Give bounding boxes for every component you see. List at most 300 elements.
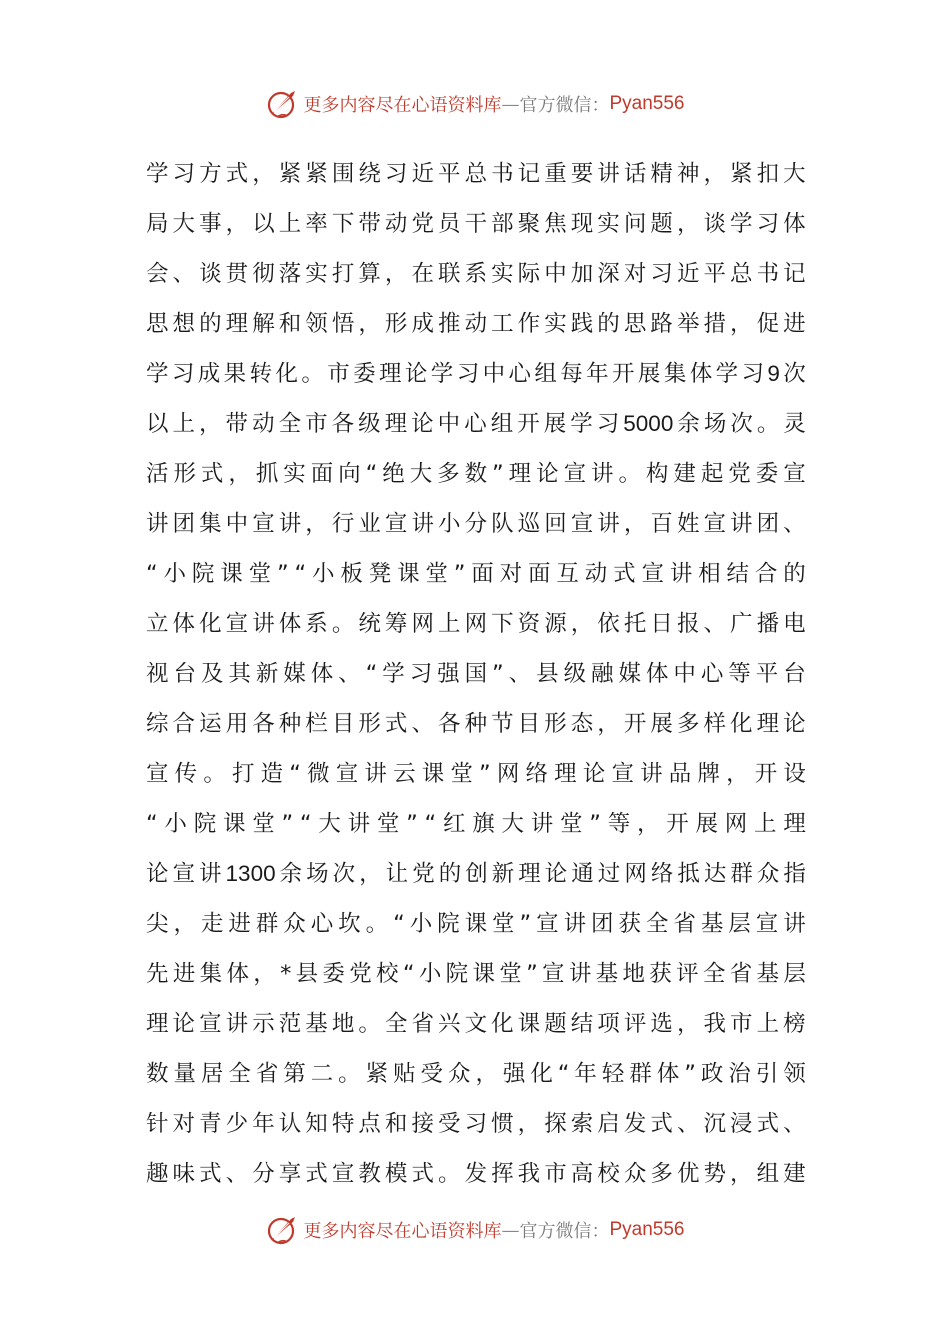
- body-glyph: 榜: [783, 1011, 806, 1037]
- body-glyph: 众: [283, 911, 306, 937]
- body-glyph: 、: [676, 1111, 700, 1137]
- body-glyph: 数: [464, 461, 488, 487]
- body-glyph: 过: [597, 861, 621, 887]
- body-glyph: 相: [698, 561, 721, 587]
- body-glyph: 媒: [618, 661, 641, 687]
- body-glyph: 动: [464, 311, 488, 337]
- body-glyph: 百: [650, 511, 673, 537]
- body-glyph: “: [557, 1061, 570, 1087]
- body-glyph: 宣: [755, 911, 779, 937]
- body-glyph: 省: [729, 961, 753, 987]
- wechat-id: Pyan556: [609, 93, 685, 114]
- body-glyph: 牌: [697, 761, 720, 787]
- body-glyph: 走: [200, 911, 224, 937]
- body-glyph: 体: [310, 661, 334, 687]
- body-glyph: 1300: [225, 861, 276, 886]
- body-glyph: 样: [703, 711, 726, 737]
- body-glyph: 转: [249, 361, 273, 387]
- body-glyph: 贴: [393, 1061, 416, 1087]
- body-glyph: 达: [703, 861, 727, 887]
- body-glyph: 味: [172, 1161, 196, 1187]
- body-line: [146, 749, 806, 799]
- body-glyph: 思: [623, 311, 647, 337]
- body-glyph: 创: [465, 861, 488, 887]
- body-glyph: 彻: [252, 261, 275, 287]
- body-glyph: 心: [310, 911, 334, 937]
- body-glyph: 校: [376, 961, 399, 987]
- body-glyph: 论: [411, 411, 434, 437]
- body-glyph: 余: [677, 411, 700, 437]
- body-glyph: 加: [570, 261, 594, 287]
- body-glyph: 动: [584, 561, 608, 587]
- body-glyph: 论: [146, 861, 169, 887]
- body-glyph: 网: [411, 611, 434, 637]
- body-glyph: 学: [146, 361, 169, 387]
- body-glyph: 讲: [640, 761, 663, 787]
- body-glyph: 开: [754, 761, 778, 787]
- header-banner: [0, 84, 950, 124]
- body-glyph: 式: [199, 1161, 222, 1187]
- body-glyph: 论: [404, 361, 428, 387]
- body-glyph: ，: [623, 511, 647, 537]
- body-glyph: 。: [618, 461, 641, 487]
- body-line: [146, 549, 806, 599]
- banner-text: 更多内容尽在心语资料库: [303, 1221, 502, 1242]
- body-glyph: 指: [783, 861, 806, 887]
- body-glyph: 绕: [358, 161, 381, 187]
- body-glyph: 轻: [601, 1061, 625, 1087]
- body-glyph: 聚: [517, 211, 541, 237]
- banner-label: 官方微信：: [519, 95, 610, 116]
- body-glyph: 学: [146, 161, 169, 187]
- body-line: [146, 349, 806, 399]
- body-glyph: ”: [492, 661, 504, 687]
- body-glyph: 范: [278, 1011, 302, 1037]
- body-glyph: 落: [278, 261, 302, 287]
- body-glyph: 视: [146, 661, 169, 687]
- body-glyph: 化: [199, 611, 222, 637]
- body-glyph: 式: [650, 1111, 673, 1137]
- body-glyph: 启: [597, 1111, 620, 1137]
- body-glyph: 宣: [199, 1011, 222, 1037]
- body-glyph: 获: [649, 961, 672, 987]
- quill-logo-icon: [265, 87, 299, 121]
- body-glyph: 和: [278, 311, 302, 337]
- body-glyph: 上: [754, 811, 777, 837]
- body-glyph: 全: [645, 911, 669, 937]
- body-glyph: 云: [393, 761, 416, 787]
- body-glyph: 建: [783, 1161, 806, 1187]
- body-glyph: 成: [411, 311, 434, 337]
- body-glyph: 系: [464, 261, 488, 287]
- body-glyph: 优: [676, 1161, 700, 1187]
- body-glyph: 中: [544, 261, 567, 287]
- body-glyph: 习: [596, 411, 620, 437]
- body-glyph: 委: [353, 361, 376, 387]
- body-glyph: 形: [544, 711, 567, 737]
- body-glyph: 台: [173, 661, 196, 687]
- body-glyph: 讲: [783, 911, 806, 937]
- body-glyph: 际: [517, 261, 541, 287]
- body-glyph: 实: [597, 211, 620, 237]
- body-glyph: ，: [225, 211, 249, 237]
- body-glyph: ，: [359, 861, 382, 887]
- body-glyph: *: [280, 961, 292, 987]
- body-glyph: 实: [283, 461, 306, 487]
- body-glyph: 讲: [530, 811, 554, 837]
- body-glyph: 党: [412, 861, 435, 887]
- body-line: [146, 849, 806, 899]
- body-glyph: 作: [517, 311, 541, 337]
- body-glyph: 进: [172, 961, 196, 987]
- body-glyph: 发: [623, 1111, 647, 1137]
- body-glyph: 围: [331, 161, 355, 187]
- body-glyph: 对: [172, 1111, 196, 1137]
- body-glyph: 互: [556, 561, 579, 587]
- body-glyph: 地: [622, 961, 645, 987]
- body-glyph: ，: [173, 911, 196, 937]
- body-glyph: 小: [163, 561, 187, 587]
- body-glyph: 课: [421, 761, 445, 787]
- body-glyph: 众: [623, 1161, 647, 1187]
- body-glyph: 事: [199, 211, 222, 237]
- body-glyph: 抓: [255, 461, 279, 487]
- body-glyph: 神: [676, 161, 700, 187]
- body-glyph: 工: [491, 311, 514, 337]
- body-glyph: 种: [278, 711, 302, 737]
- body-glyph: 心: [700, 661, 724, 687]
- body-line: [146, 949, 806, 999]
- body-glyph: 接: [411, 1111, 434, 1137]
- body-glyph: 余: [279, 861, 303, 887]
- body-glyph: 论: [172, 1011, 196, 1037]
- body-glyph: 式: [200, 461, 224, 487]
- body-glyph: 众: [447, 1061, 471, 1087]
- document-body: [146, 149, 806, 1199]
- body-glyph: 年: [252, 1111, 275, 1137]
- body-glyph: 院: [193, 811, 217, 837]
- body-glyph: 论: [544, 861, 568, 887]
- body-glyph: 。: [438, 1161, 461, 1187]
- body-glyph: 讲: [278, 511, 302, 537]
- body-glyph: 对: [499, 561, 523, 587]
- body-glyph: 宣: [384, 511, 408, 537]
- body-glyph: 评: [676, 961, 699, 987]
- body-glyph: 讲: [364, 761, 387, 787]
- body-glyph: 近: [411, 161, 434, 187]
- body-glyph: 领: [305, 311, 328, 337]
- body-glyph: 态: [570, 711, 594, 737]
- body-glyph: 系: [305, 611, 328, 637]
- body-glyph: 知: [305, 1111, 328, 1137]
- body-glyph: ”: [589, 811, 601, 837]
- body-glyph: 场: [703, 411, 727, 437]
- body-glyph: 团: [591, 911, 614, 937]
- body-line: [146, 399, 806, 449]
- body-glyph: 小: [164, 811, 187, 837]
- body-glyph: 建: [673, 461, 696, 487]
- body-line: [146, 799, 806, 849]
- body-glyph: 院: [445, 961, 469, 987]
- body-glyph: 、: [783, 511, 806, 537]
- body-glyph: 堂: [560, 811, 583, 837]
- body-glyph: 强: [437, 661, 460, 687]
- body-glyph: 组: [534, 361, 557, 387]
- body-glyph: 。: [358, 1011, 381, 1037]
- body-glyph: 认: [278, 1111, 302, 1137]
- body-glyph: 示: [252, 1011, 275, 1037]
- body-glyph: 体: [689, 361, 713, 387]
- body-glyph: 体: [656, 1061, 680, 1087]
- body-glyph: ，: [570, 611, 594, 637]
- body-glyph: 部: [491, 211, 514, 237]
- body-glyph: 讲: [597, 511, 620, 537]
- body-glyph: 势: [703, 1161, 726, 1187]
- body-glyph: ，: [305, 511, 328, 537]
- body-glyph: 下: [491, 611, 514, 637]
- body-glyph: 全: [702, 961, 726, 987]
- body-glyph: 旗: [472, 811, 495, 837]
- body-glyph: 讲: [146, 511, 169, 537]
- body-glyph: 居: [200, 1061, 224, 1087]
- body-glyph: 宣: [225, 611, 249, 637]
- body-glyph: 年: [574, 1061, 597, 1087]
- body-glyph: 论: [582, 761, 606, 787]
- body-glyph: 多: [676, 711, 700, 737]
- body-glyph: 、: [338, 661, 361, 687]
- body-glyph: 群: [730, 861, 753, 887]
- body-glyph: 文: [464, 1011, 488, 1037]
- body-glyph: 动: [384, 211, 408, 237]
- body-glyph: 9: [767, 361, 780, 386]
- body-glyph: 索: [570, 1111, 594, 1137]
- wechat-id: Pyan556: [609, 1219, 685, 1240]
- body-glyph: 实: [491, 261, 514, 287]
- body-glyph: 合: [172, 711, 196, 737]
- body-glyph: 习: [456, 361, 480, 387]
- body-glyph: ，: [252, 161, 275, 187]
- body-glyph: 市: [327, 361, 350, 387]
- body-glyph: 全: [228, 1061, 251, 1087]
- body-glyph: 以: [252, 211, 275, 237]
- body-glyph: 统: [358, 611, 381, 637]
- body-glyph: 讲: [669, 561, 693, 587]
- body-glyph: 话: [623, 161, 647, 187]
- body-glyph: 。: [331, 611, 355, 637]
- body-glyph: 面: [310, 461, 334, 487]
- body-line: [146, 1099, 806, 1149]
- body-glyph: 分: [252, 1161, 275, 1187]
- body-glyph: 体: [783, 211, 806, 237]
- body-glyph: 5000: [623, 411, 674, 436]
- body-glyph: 运: [199, 711, 222, 737]
- body-glyph: 讲: [411, 511, 434, 537]
- body-glyph: 理: [379, 361, 402, 387]
- body-glyph: 项: [597, 1011, 620, 1037]
- body-glyph: 、: [703, 611, 726, 637]
- body-glyph: ，: [597, 711, 620, 737]
- body-glyph: 获: [618, 911, 641, 937]
- body-line: [146, 1149, 806, 1199]
- body-glyph: ，: [199, 411, 222, 437]
- body-glyph: 讲: [568, 961, 592, 987]
- body-glyph: 实: [305, 261, 328, 287]
- body-glyph: ，: [358, 311, 381, 337]
- body-glyph: 开: [612, 361, 635, 387]
- body-glyph: 习: [650, 261, 673, 287]
- body-glyph: 措: [703, 311, 726, 337]
- body-glyph: ，: [253, 961, 276, 987]
- body-glyph: 开: [666, 811, 689, 837]
- body-glyph: 。: [301, 361, 324, 387]
- body-glyph: 论: [783, 711, 806, 737]
- body-glyph: 目: [331, 711, 355, 737]
- body-glyph: 层: [728, 911, 751, 937]
- body-glyph: 。: [756, 411, 780, 437]
- body-glyph: 小: [418, 961, 442, 987]
- body-glyph: 化: [491, 1011, 514, 1037]
- body-glyph: 让: [385, 861, 409, 887]
- body-glyph: 总: [730, 261, 753, 287]
- body-glyph: 平: [438, 161, 461, 187]
- body-glyph: 基: [756, 961, 780, 987]
- body-glyph: 融: [591, 661, 614, 687]
- body-glyph: 全: [384, 1011, 408, 1037]
- body-glyph: 紧: [278, 161, 302, 187]
- body-glyph: 我: [703, 1011, 726, 1037]
- body-glyph: 会: [146, 261, 169, 287]
- body-glyph: 以: [146, 411, 169, 437]
- body-glyph: 分: [464, 511, 488, 537]
- body-glyph: 紧: [305, 161, 328, 187]
- body-line: [146, 699, 806, 749]
- body-glyph: “: [289, 761, 301, 787]
- body-glyph: 强: [502, 1061, 526, 1087]
- body-line: [146, 599, 806, 649]
- body-glyph: 其: [228, 661, 251, 687]
- body-glyph: 挥: [491, 1161, 514, 1187]
- body-glyph: 板: [340, 561, 363, 587]
- body-glyph: 总: [464, 161, 488, 187]
- body-glyph: 栏: [305, 711, 328, 737]
- body-glyph: 实: [544, 311, 567, 337]
- body-glyph: 级: [358, 411, 381, 437]
- body-glyph: ，: [726, 761, 749, 787]
- body-glyph: 促: [756, 311, 780, 337]
- body-glyph: 员: [438, 211, 461, 237]
- body-glyph: 播: [756, 611, 780, 637]
- body-glyph: 干: [464, 211, 488, 237]
- body-glyph: 记: [517, 161, 541, 187]
- body-glyph: “: [146, 561, 158, 587]
- body-glyph: 评: [623, 1011, 647, 1037]
- body-glyph: 各: [438, 711, 461, 737]
- body-glyph: 宣: [542, 961, 565, 987]
- body-glyph: 堂: [425, 561, 448, 587]
- body-glyph: 心: [464, 411, 487, 437]
- body-glyph: 立: [146, 611, 169, 637]
- body-glyph: 宣: [641, 561, 664, 587]
- body-glyph: 全: [278, 411, 302, 437]
- body-glyph: ”: [519, 911, 532, 937]
- body-glyph: 托: [623, 611, 647, 637]
- body-glyph: ”: [406, 811, 418, 837]
- body-glyph: ”: [281, 811, 294, 837]
- body-glyph: 数: [146, 1061, 169, 1087]
- body-glyph: 沉: [703, 1111, 726, 1137]
- body-glyph: 解: [252, 311, 275, 337]
- body-line: [146, 299, 806, 349]
- body-glyph: 结: [726, 561, 750, 587]
- body-glyph: 思: [146, 311, 169, 337]
- body-glyph: 县: [536, 661, 559, 687]
- body-glyph: 模: [384, 1161, 408, 1187]
- body-glyph: 点: [358, 1111, 381, 1137]
- body-glyph: 学: [382, 661, 405, 687]
- body-glyph: 在: [411, 261, 434, 287]
- body-glyph: 讲: [563, 911, 587, 937]
- body-glyph: 多: [650, 1161, 673, 1187]
- body-glyph: 和: [384, 1111, 408, 1137]
- body-glyph: 市: [544, 1161, 567, 1187]
- body-glyph: 大: [172, 211, 196, 237]
- body-glyph: 院: [191, 561, 215, 587]
- body-glyph: 向: [338, 461, 361, 487]
- body-glyph: 上: [172, 411, 196, 437]
- body-glyph: ，: [676, 1011, 700, 1037]
- body-glyph: 市: [305, 411, 328, 437]
- body-glyph: 平: [755, 661, 779, 687]
- body-glyph: 大: [501, 811, 525, 837]
- body-glyph: 宣: [172, 861, 196, 887]
- body-glyph: 小: [438, 511, 461, 537]
- body-glyph: 体: [172, 611, 196, 637]
- body-glyph: 堂: [499, 961, 522, 987]
- body-glyph: 平: [703, 261, 726, 287]
- body-glyph: 筹: [384, 611, 408, 637]
- body-glyph: 面: [528, 561, 551, 587]
- body-glyph: 体: [226, 961, 249, 987]
- body-glyph: 高: [570, 1161, 594, 1187]
- body-glyph: 委: [755, 461, 779, 487]
- body-glyph: 化: [730, 711, 753, 737]
- body-glyph: 日: [650, 611, 673, 637]
- body-glyph: 理: [756, 711, 780, 737]
- body-glyph: 进: [783, 311, 806, 337]
- body-glyph: 体: [278, 611, 302, 637]
- body-glyph: 课: [222, 811, 246, 837]
- body-glyph: 受: [420, 1061, 444, 1087]
- body-glyph: 业: [358, 511, 381, 537]
- body-glyph: 大: [783, 161, 806, 187]
- body-glyph: 活: [146, 461, 169, 487]
- body-glyph: “: [365, 461, 378, 487]
- body-glyph: 委: [322, 961, 345, 987]
- body-glyph: 局: [146, 211, 169, 237]
- body-glyph: ，: [730, 311, 753, 337]
- body-glyph: 网: [496, 761, 520, 787]
- body-line: [146, 1049, 806, 1099]
- body-glyph: 形: [384, 311, 408, 337]
- body-glyph: 。: [203, 761, 226, 787]
- body-glyph: 紧: [730, 161, 753, 187]
- body-glyph: 次: [332, 861, 356, 887]
- body-line: [146, 149, 806, 199]
- body-glyph: 传: [174, 761, 198, 787]
- body-glyph: 网: [624, 861, 647, 887]
- body-glyph: 少: [225, 1111, 249, 1137]
- body-glyph: 习: [741, 361, 764, 387]
